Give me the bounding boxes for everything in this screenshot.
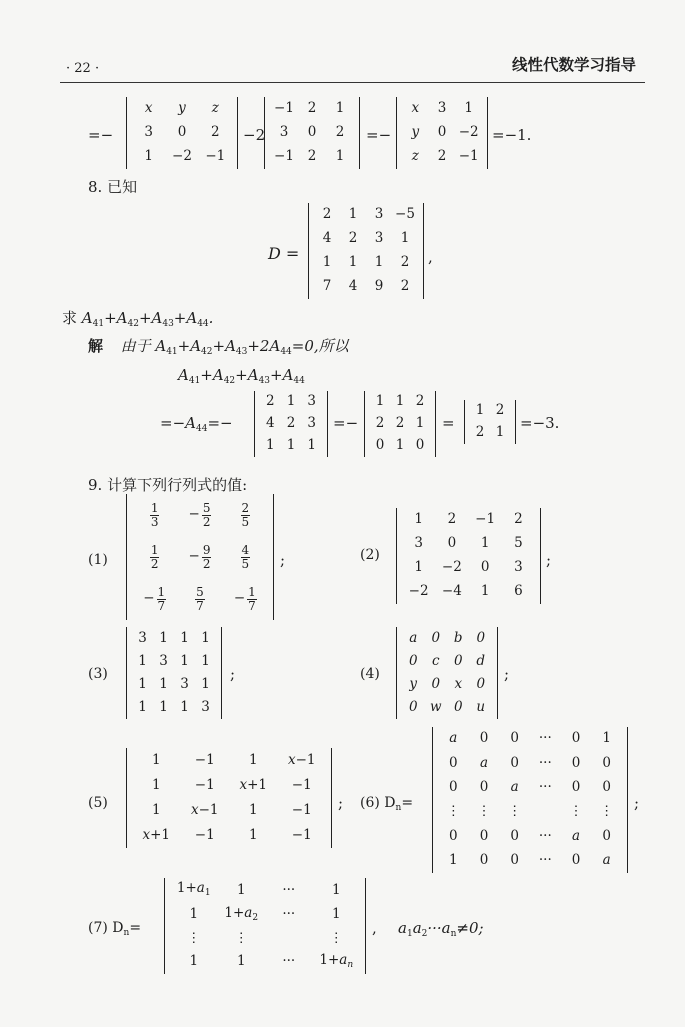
fraction-cell	[241, 544, 251, 570]
det-cell: 0	[415, 437, 425, 454]
eq-minus-2: −2	[243, 126, 266, 144]
det-cell: 0	[571, 852, 581, 869]
det-cell: 2	[348, 230, 358, 247]
det-cell: ···	[282, 881, 296, 898]
det-cell: 1	[138, 698, 147, 715]
book-title: 线性代数学习指导	[512, 56, 637, 74]
det-cell: −2	[441, 559, 462, 576]
det-cell: x+1	[142, 826, 171, 843]
det-cell: 1	[335, 100, 345, 117]
label-5: (5)	[88, 795, 108, 811]
det-cell: −5	[395, 206, 415, 223]
det-cell: 2	[286, 415, 296, 432]
det-cell: 0	[453, 698, 463, 715]
fraction	[150, 502, 160, 528]
det-cell: 0	[408, 698, 418, 715]
det-cell: 3	[374, 230, 384, 247]
det-cell: −1	[458, 148, 479, 165]
determinant-3	[126, 627, 222, 719]
det-cell: 0	[602, 827, 611, 844]
denominator: 5	[241, 556, 250, 571]
det-cell: y	[409, 675, 418, 692]
determinant-7	[164, 878, 366, 974]
solution-text: 由于 $A_{41}+A_{42}+A_{43}+2A_{44}=0$,所以	[120, 337, 349, 357]
det-cell: 1	[159, 629, 168, 646]
fraction	[202, 544, 212, 570]
det-cell: x	[454, 675, 463, 692]
fraction-cell	[234, 586, 257, 612]
numerator: 1	[150, 542, 159, 557]
minus-sign: −	[233, 590, 246, 607]
det-cell: 3	[144, 124, 153, 141]
question-expr: $A_{41}+A_{42}+A_{43}+A_{44}$.	[81, 309, 214, 329]
fraction-cell	[150, 544, 160, 570]
semicolon-5: ;	[338, 794, 344, 812]
det-cell: x	[411, 100, 420, 117]
det-cell: 3	[159, 652, 168, 669]
denominator: 2	[202, 514, 211, 529]
det-cell: 0	[510, 730, 519, 747]
det-cell: −1	[291, 826, 312, 843]
det-cell: 0	[177, 124, 187, 141]
det-cell: −1	[194, 751, 215, 768]
det-cell: 0	[449, 779, 458, 796]
det-cell: ···	[538, 730, 552, 747]
det-cell: 7	[322, 278, 332, 295]
det-cell: 1	[248, 801, 258, 818]
solution-label: 解	[88, 337, 104, 355]
det-cell: y	[411, 124, 420, 141]
det-cell: 0	[510, 754, 519, 771]
semicolon-2: ;	[546, 551, 552, 569]
fraction-cell	[150, 502, 160, 528]
eq-minus-1: =−	[88, 126, 114, 144]
det-cell: −2	[172, 148, 192, 165]
denominator: 7	[157, 598, 166, 613]
det-cell: $1+a_1$	[176, 880, 211, 899]
det-cell: 9	[374, 278, 384, 295]
det-cell: ···	[282, 906, 296, 923]
det-cell: 3	[180, 675, 189, 692]
semicolon-1: ;	[280, 551, 286, 569]
det-cell: 1	[464, 100, 473, 117]
det-cell: 1	[400, 230, 410, 247]
eq-equals-c: =	[442, 414, 455, 432]
det-cell: ⋮	[599, 803, 614, 820]
det-cell: 0	[480, 559, 490, 576]
eq-minus-b: =−	[333, 414, 359, 432]
det-cell: 2	[307, 100, 317, 117]
denominator: 2	[202, 556, 211, 571]
eq-result-8: =−3.	[520, 414, 560, 432]
det-cell: 2	[307, 148, 317, 165]
det-cell: 0	[476, 629, 486, 646]
semicolon-4: ;	[504, 665, 510, 683]
fraction	[150, 544, 160, 570]
det-cell: 1	[248, 751, 258, 768]
det-cell: 2	[375, 415, 385, 432]
det-cell: 1	[151, 801, 161, 818]
det-cell: 1	[449, 852, 458, 869]
det-cell: x−1	[287, 751, 316, 768]
numerator: 9	[202, 542, 211, 557]
det-cell: 3	[374, 206, 384, 223]
det-cell: ⋮	[234, 929, 248, 946]
det-cell: 2	[322, 206, 332, 223]
det-cell: a	[449, 730, 458, 747]
det-cell: 2	[447, 511, 457, 528]
det-cell: 0	[479, 852, 489, 869]
det-cell: 1	[180, 698, 189, 715]
det-cell: 0	[602, 754, 611, 771]
det-cell: z	[211, 100, 219, 117]
det-cell: 1	[331, 881, 341, 898]
det-cell: 2	[495, 402, 505, 419]
det-cell: 1	[348, 254, 358, 271]
det-cell: 1	[286, 437, 296, 454]
det-cell: 2	[400, 278, 410, 295]
det-cell: 0	[447, 535, 457, 552]
determinant-2	[396, 508, 541, 604]
label-7: (7) $D_n=$	[88, 920, 142, 938]
det-cell: 1	[138, 675, 147, 692]
determinant-5	[126, 748, 332, 848]
det-cell: 1	[151, 751, 161, 768]
det-cell: 1	[322, 254, 332, 271]
numerator: 1	[248, 584, 256, 599]
determinant-d	[308, 203, 424, 299]
det-cell: 3	[414, 535, 423, 552]
det-cell: ⋮	[329, 929, 343, 946]
det-cell: 1	[236, 952, 246, 969]
det-cell: c	[431, 652, 440, 669]
d-label: D =	[268, 244, 300, 263]
det-cell: 0	[602, 779, 611, 796]
fraction-cell	[195, 586, 205, 612]
det-cell: ···	[538, 779, 552, 796]
det-cell: 2	[211, 124, 220, 141]
det-cell: 1	[201, 629, 210, 646]
det-cell: 1	[159, 698, 168, 715]
det-cell: ···	[538, 827, 552, 844]
fraction	[241, 544, 251, 570]
det-cell: 2	[266, 393, 275, 410]
det-cell: ···	[538, 754, 552, 771]
denominator: 7	[196, 598, 204, 613]
det-cell: 1	[189, 952, 199, 969]
det-cell: 1	[602, 730, 611, 747]
det-cell: −1	[274, 100, 294, 117]
det-cell: 0	[437, 124, 447, 141]
det-cell: 1	[348, 206, 358, 223]
det-cell: 0	[375, 437, 385, 454]
det-cell: 0	[510, 827, 519, 844]
det-cell: 1	[374, 254, 384, 271]
det-cell: 2	[335, 124, 345, 141]
det-cell: 1	[335, 148, 345, 165]
det-cell: 1	[331, 906, 341, 923]
det-cell: w	[429, 698, 442, 715]
det-cell: a	[479, 754, 489, 771]
fraction	[195, 586, 205, 612]
det-cell: 0	[571, 754, 581, 771]
det-cell: 1	[475, 402, 485, 419]
det-cell: −2	[408, 583, 429, 600]
determinant-4	[396, 627, 498, 719]
det-cell: z	[411, 148, 419, 165]
fraction	[241, 502, 251, 528]
det-cell: 1	[480, 583, 490, 600]
det-cell: 3	[514, 559, 523, 576]
det-cell: 1	[266, 437, 275, 454]
det-cell: 3	[201, 698, 210, 715]
numerator: 1	[157, 584, 166, 599]
det-cell: 1	[248, 826, 258, 843]
det-cell: 1	[201, 652, 210, 669]
det-cell: 0	[479, 730, 489, 747]
det-cell: 1	[201, 675, 210, 692]
det-cell: 3	[307, 415, 316, 432]
numerator: 5	[202, 500, 211, 515]
det-cell: a	[510, 779, 519, 796]
det-cell: 4	[348, 278, 358, 295]
label-3: (3)	[88, 666, 108, 682]
det-cell: 1	[395, 393, 405, 410]
determinant-a	[254, 391, 328, 457]
det-cell: b	[453, 629, 463, 646]
question-8	[62, 311, 213, 329]
minus-sign: −	[188, 506, 200, 523]
det-cell: a	[409, 629, 418, 646]
fraction	[247, 586, 257, 612]
label-4: (4)	[360, 666, 380, 682]
fraction-cell	[241, 502, 251, 528]
det-cell: x+1	[239, 776, 268, 793]
det-cell: ⋮	[507, 803, 522, 820]
fraction	[202, 502, 212, 528]
det-cell: 1	[180, 629, 189, 646]
det-cell: 0	[510, 852, 519, 869]
solution-line	[88, 339, 349, 357]
comma-7: ,	[372, 919, 377, 937]
det-cell: 2	[514, 511, 523, 528]
det-cell: 1	[395, 437, 405, 454]
problem-8-heading: 8. 已知	[88, 178, 138, 196]
denominator: 5	[241, 514, 250, 529]
det-cell: 0	[571, 730, 581, 747]
det-cell: ⋮	[187, 929, 201, 946]
det-cell: 1	[236, 881, 246, 898]
determinant-fractions	[126, 494, 274, 620]
det-cell: 1	[189, 906, 199, 923]
det-cell: 0	[449, 827, 458, 844]
det-cell: 6	[514, 583, 523, 600]
det-cell: 1	[495, 424, 505, 441]
condition-7: $a_1a_2\cdot\cdot\cdot a_n\ne 0$;	[398, 919, 484, 939]
numerator: 2	[241, 500, 250, 515]
det-cell: 3	[437, 100, 447, 117]
det-cell: 3	[138, 629, 147, 646]
numerator: 5	[196, 584, 204, 599]
denominator: 7	[248, 598, 256, 613]
det-cell: −1	[194, 826, 215, 843]
numerator: 4	[241, 542, 250, 557]
fraction-cell	[143, 586, 166, 612]
det-cell: −1	[274, 148, 294, 165]
det-cell: a	[602, 852, 611, 869]
sum-line: $A_{41}+A_{42}+A_{43}+A_{44}$	[178, 366, 305, 386]
det-cell: 1	[151, 776, 161, 793]
denominator: 2	[150, 556, 159, 571]
det-cell: −1	[205, 148, 226, 165]
det-cell: 0	[431, 629, 441, 646]
determinant-top-2	[264, 97, 360, 169]
det-cell: ···	[538, 852, 552, 869]
numerator: 1	[150, 500, 159, 515]
fraction-cell	[189, 502, 212, 528]
det-cell: 1	[144, 148, 153, 165]
page-number: · 22 ·	[66, 61, 100, 76]
eq-minus-3: =−	[366, 126, 392, 144]
label-6: (6) $D_n=$	[360, 795, 414, 813]
det-cell: 2	[415, 393, 425, 410]
question-prefix: 求	[62, 309, 82, 327]
determinant-top-1	[126, 97, 238, 169]
det-cell: u	[476, 698, 486, 715]
denominator: 3	[150, 514, 159, 529]
det-cell: 0	[476, 675, 486, 692]
det-cell: 1	[480, 535, 490, 552]
det-cell: a	[571, 827, 581, 844]
det-cell: 0	[307, 124, 317, 141]
det-cell: 0	[453, 652, 463, 669]
det-cell: ⋮	[446, 803, 461, 820]
eq-line-prefix: $=-A_{44}=-$	[160, 414, 233, 434]
det-cell: ⋮	[477, 803, 491, 820]
problem-9-heading: 9. 计算下列行列式的值:	[88, 476, 248, 494]
det-cell: ···	[282, 952, 296, 969]
det-cell: 1	[414, 559, 423, 576]
det-cell: $1+a_n$	[319, 951, 354, 970]
det-cell: −1	[475, 511, 496, 528]
det-cell: 0	[431, 675, 441, 692]
determinant-top-3	[396, 97, 488, 169]
det-cell: 3	[279, 124, 289, 141]
det-cell: −1	[291, 776, 312, 793]
det-cell: −1	[194, 776, 215, 793]
det-cell: x	[144, 100, 153, 117]
det-cell: −1	[291, 801, 312, 818]
det-cell: 2	[400, 254, 410, 271]
det-cell: 1	[415, 415, 425, 432]
det-cell: 3	[307, 393, 316, 410]
det-cell: 2	[437, 148, 447, 165]
fraction	[157, 586, 167, 612]
det-cell: 1	[307, 437, 316, 454]
det-cell: 2	[475, 424, 485, 441]
det-cell: 0	[479, 827, 489, 844]
det-cell: −4	[441, 583, 462, 600]
header-rule	[60, 82, 645, 83]
fraction-cell	[189, 544, 212, 570]
det-cell: d	[476, 652, 486, 669]
determinant-6	[432, 727, 628, 873]
det-cell: 0	[571, 779, 581, 796]
label-2: (2)	[360, 547, 380, 563]
minus-sign: −	[143, 590, 155, 607]
det-cell: ⋮	[569, 803, 583, 820]
semicolon-6: ;	[634, 794, 640, 812]
determinant-c	[464, 400, 516, 444]
det-cell: 1	[414, 511, 423, 528]
det-cell: $1+a_2$	[224, 904, 259, 923]
label-1: (1)	[88, 552, 108, 568]
semicolon-3: ;	[230, 665, 236, 683]
det-cell: 5	[514, 535, 523, 552]
eq-result-top: =−1.	[492, 126, 532, 144]
d-comma: ,	[428, 248, 433, 266]
det-cell: 1	[138, 652, 147, 669]
det-cell: 0	[408, 652, 418, 669]
det-cell: 1	[375, 393, 385, 410]
det-cell: 4	[322, 230, 332, 247]
det-cell: 0	[479, 779, 489, 796]
det-cell: 1	[159, 675, 168, 692]
determinant-b	[364, 391, 436, 457]
det-cell: 1	[180, 652, 189, 669]
minus-sign: −	[188, 548, 200, 565]
det-cell: x−1	[190, 801, 219, 818]
det-cell: 4	[266, 415, 275, 432]
det-cell: 2	[395, 415, 405, 432]
det-cell: y	[178, 100, 186, 117]
det-cell: 1	[286, 393, 296, 410]
det-cell: −2	[458, 124, 479, 141]
det-cell: 0	[449, 754, 458, 771]
